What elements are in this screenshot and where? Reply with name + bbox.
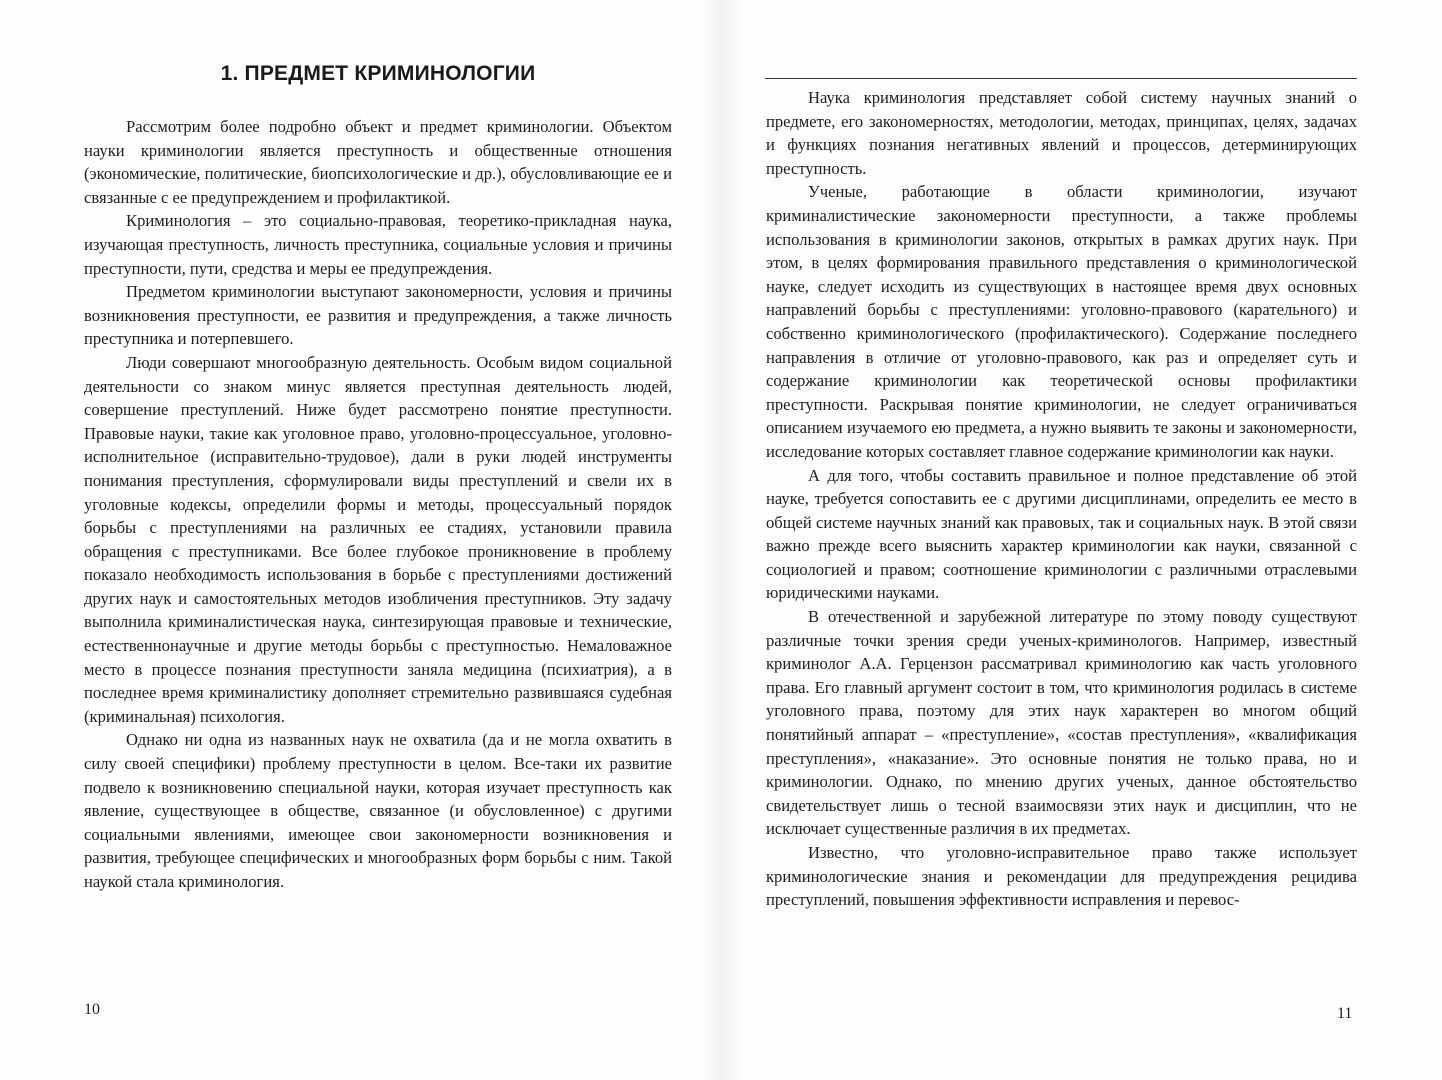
gutter-shadow (700, 0, 742, 1080)
paragraph: Предметом криминологии выступают закономерности, условия и причины возникновения преступности, ее развития и предупреждения, а также личность преступника и потерпевшего. (84, 282, 672, 349)
page-number-left: 10 (84, 1001, 100, 1018)
paragraph: Однако ни одна из названных наук не охватила (да и не могла охватить в силу своей специфики) проблему преступности в целом. Все-таки их развитие подвело к возникновению специальной науки, которая изучает преступность как явление, существующее в обществе, связанное (и обусловленное) с другими социальными явлениями, имеющее свои закономерности возникновения и развития, требующее специфических и многообразных форм борьбы с ним. Такой наукой стала криминология. (84, 730, 672, 891)
paragraph: Люди совершают многообразную деятельность. Особым видом социальной деятельности со знаком минус является преступная деятельность людей, совершение преступлений. Ниже будет рассмотрено понятие преступности. Правовые науки, такие как уголовное право, уголовно-процессуальное, уголовно-исполнительное (исправительно-трудовое), дали в руки людей инструменты понимания преступления, сформулировали виды преступлений и свели их в уголовные кодексы, определили формы и методы, процессуальный порядок борьбы с преступлениями на различных ее стадиях, установили правила обращения с преступниками. Все более глубокое проникновение в проблему показало необходимость использования в борьбе с преступлениями достижений других наук и самостоятельных методов изобличения преступников. Эту задачу выполнила криминалистическая наука, синтезирующая правовые и технические, естественнонаучные и другие методы борьбы с преступностью. Немаловажное место в процессе познания преступности заняла медицина (психиатрия), а в последнее время криминалистику дополняет стремительно развившаяся судебная (криминальная) психология. (84, 352, 672, 726)
paragraph: Известно, что уголовно-исправительное право также использует криминологические знания и рекомендации для предупреждения рецидива преступлений, повышения эффективности исправления и перевос- (766, 843, 1357, 910)
paragraph: Рассмотрим более подробно объект и предмет криминологии. Объектом науки криминологии является преступность и общественные отношения (экономические, политические, биопсихологические и др.), обусловливающие ее и связанные с ее предупреждением и профилактикой. (84, 117, 672, 207)
paragraph: Ученые, работающие в области криминологии, изучают криминалистические закономерности преступности, а также проблемы использования в криминологии законов, открытых в рамках других наук. При этом, в целях формирования правильного представления о криминологической науке, следует исходить из существующих в настоящее время двух основных направлений борьбы с преступлениями: уголовно-правового (карательного) и собственно криминологического (профилактического). Содержание последнего направления в отличие от уголовно-правового, как раз и определяет суть и содержание криминологии как теоретической основы профилактики преступности. Раскрывая понятие криминологии, не следует ограничиваться описанием изучаемого ею предмета, а нужно выявить те законы и закономерности, исследование которых составляет главное содержание криминологии как науки. (766, 182, 1357, 461)
chapter-title: 1. ПРЕДМЕТ КРИМИНОЛОГИИ (220, 62, 536, 85)
right-page-body (766, 86, 1357, 912)
paragraph: Наука криминология представляет собой систему научных знаний о предмете, его закономерностях, методологии, методах, принципах, целях, задачах и функциях познания негативных явлений и процессов, детерминирующих преступность. (766, 88, 1357, 178)
paragraph: Криминология – это социально-правовая, теоретико-прикладная наука, изучающая преступность, личность преступника, социальные условия и причины преступности, пути, средства и меры ее предупреждения. (84, 211, 672, 278)
paragraph: А для того, чтобы составить правильное и полное представление об этой науке, требуется сопоставить ее с другими дисциплинами, определить ее место в общей системе научных знаний как правовых, так и социальных наук. В этой связи важно прежде всего выяснить характер криминологии как науки, связанной с социологией и правом; соотношение криминологии с различными отраслевыми юридическими науками. (766, 465, 1357, 603)
paragraph: В отечественной и зарубежной литературе по этому поводу существуют различные точки зрения среди ученых-криминологов. Например, известный криминолог А.А. Герцензон рассматривал криминологию как часть уголовного права. Его главный аргумент состоит в том, что криминология родилась в системе уголовного права, поэтому для этих наук характерен во многом общий понятийный аппарат – «преступление», «состав преступления», «квалификация преступления», «наказание». Это основные понятия не только права, но и криминологии. Однако, по мнению других ученых, данное обстоятельство свидетельствует лишь о тесной взаимосвязи этих наук и дисциплин, что не исключает существенные различия в их предметах. (766, 607, 1357, 839)
left-page-body (84, 115, 672, 894)
header-rule (765, 78, 1357, 79)
page-number-right: 11 (1337, 1005, 1353, 1022)
